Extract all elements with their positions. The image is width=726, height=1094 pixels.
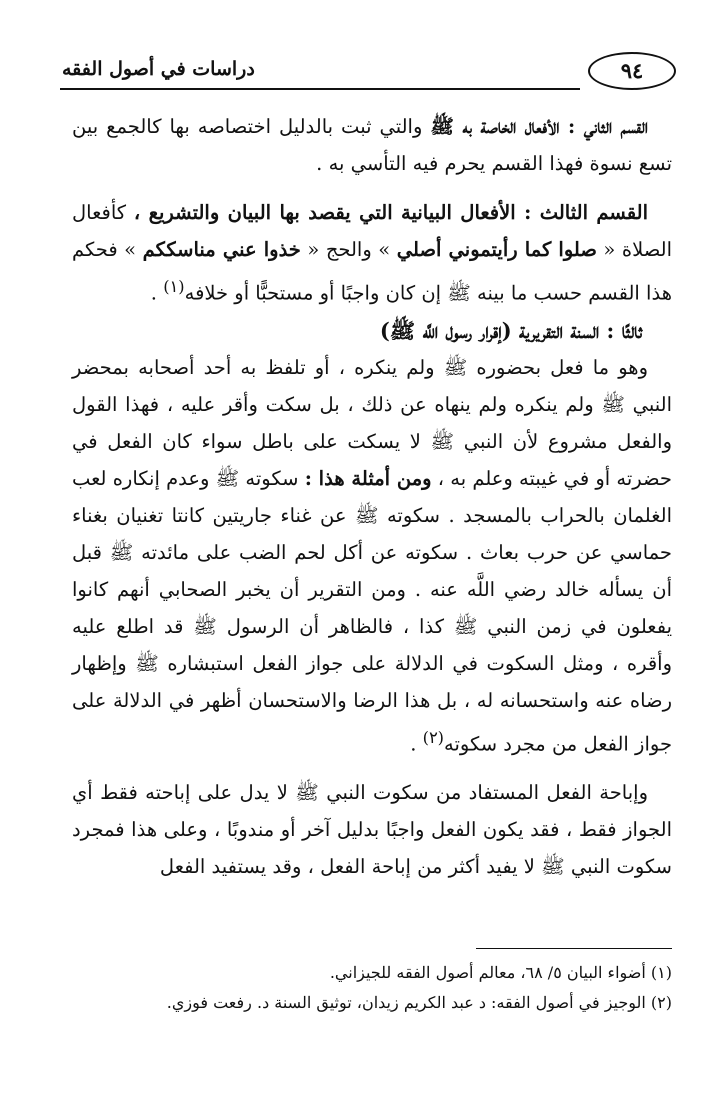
- footnote-1: (١) أضواء البيان ٥/ ٦٨، معالم أصول الفقه للجيزاني.: [329, 963, 672, 982]
- paragraph-gap: [72, 182, 672, 194]
- section-three-text: كأفعال الصلاة «: [72, 201, 673, 261]
- running-title: دراسات في أصول الفقه: [62, 58, 255, 80]
- hadith-quote-hajj: خذوا عني مناسككم: [142, 238, 301, 261]
- footnotes: [72, 958, 672, 1018]
- section-heading-tacit-approval: ثالثًا : السنة التقريرية (إقرار رسول اللَّه ﷺ): [379, 317, 642, 343]
- footnote-2: (٢) الوجيز في أصول الفقه: د عبد الكريم زيدان، توثيق السنة د. رفعت فوزي.: [166, 993, 672, 1012]
- page-number-badge: ٩٤: [588, 52, 676, 90]
- tacit-approval-text: وهو ما فعل بحضوره ﷺ ولم ينكره ، أو تلفظ به أحد أصحابه بمحضر النبي ﷺ ولم ينكره ولم ينهاه عن ذلك ، بل سكت وأقر عليه ، فهذا القول والفعل مشروع لأن النبي ﷺ لا يسكت على باطل سواء كان الفعل في حضرته أو في غيبته وعلم به ،: [72, 355, 672, 490]
- examples-label: ومن أمثلة هذا :: [304, 466, 432, 490]
- footnote-rule: [476, 948, 672, 949]
- section-two-paragraph: [72, 108, 672, 182]
- permissibility-paragraph: وإباحة الفعل المستفاد من سكوت النبي ﷺ لا يدل على إباحته فقط أي الجواز فقط ، فقد يكون الفعل واجبًا بدليل آخر أو مندوبًا ، وعلى هذا فمجرد سكوت النبي ﷺ لا يفيد أكثر من إباحة الفعل ، وقد يستفيد الفعل: [72, 781, 672, 878]
- footnote-ref-1: (١): [163, 277, 185, 296]
- section-three-text-3: » فحكم هذا القسم حسب ما بينه ﷺ إن كان واجبًا أو مستحبًّا أو خلافه: [72, 238, 672, 305]
- page-body: [72, 108, 672, 885]
- header-rule: [60, 88, 580, 90]
- hadith-quote-prayer: صلوا كما رأيتموني أصلي: [396, 238, 597, 261]
- page-header: [60, 46, 680, 96]
- tacit-approval-examples: سكوته ﷺ وعدم إنكاره لعب الغلمان بالحراب بالمسجد . سكوته ﷺ عن غناء جاريتين كانتا تغنيان بغناء حماسي عن حرب بعاث . سكوته عن أكل لحم الضب على مائدته ﷺ قبل أن يسأله خالد رضي اللَّه عنه . ومن التقرير أن يخبر الصحابي أنهم كانوا يفعلون في زمن النبي ﷺ كذا ، فالظاهر أن الرسول ﷺ قد اطلع عليه وأقره ، ومثل السكوت في الدلالة على جواز الفعل استبشاره ﷺ وإظهار رضاه عنه واستحسانه له ، بل هذا الرضا والاستحسان أظهر في الدلالة على جواز الفعل من مجرد سكوته: [72, 466, 672, 755]
- section-three-end: .: [150, 281, 164, 305]
- section-three-title: القسم الثالث : الأفعال البيانية التي يقصد بها البيان والتشريع ،: [133, 201, 649, 224]
- paragraph-gap-2: [72, 762, 672, 774]
- section-two-title: القسم الثاني : الأفعال الخاصة به ﷺ: [430, 115, 649, 138]
- section-three-paragraph: [72, 194, 672, 312]
- footnote-ref-2: (٢): [422, 727, 445, 747]
- section-three-text-2: » والحج «: [300, 238, 397, 261]
- tacit-approval-end: .: [410, 732, 423, 755]
- section-two-text: والتي ثبت بالدليل اختصاصه بها كالجمع بين تسع نسوة فهذا القسم يحرم فيه التأسي به .: [72, 115, 672, 175]
- tacit-approval-paragraph: [72, 349, 672, 763]
